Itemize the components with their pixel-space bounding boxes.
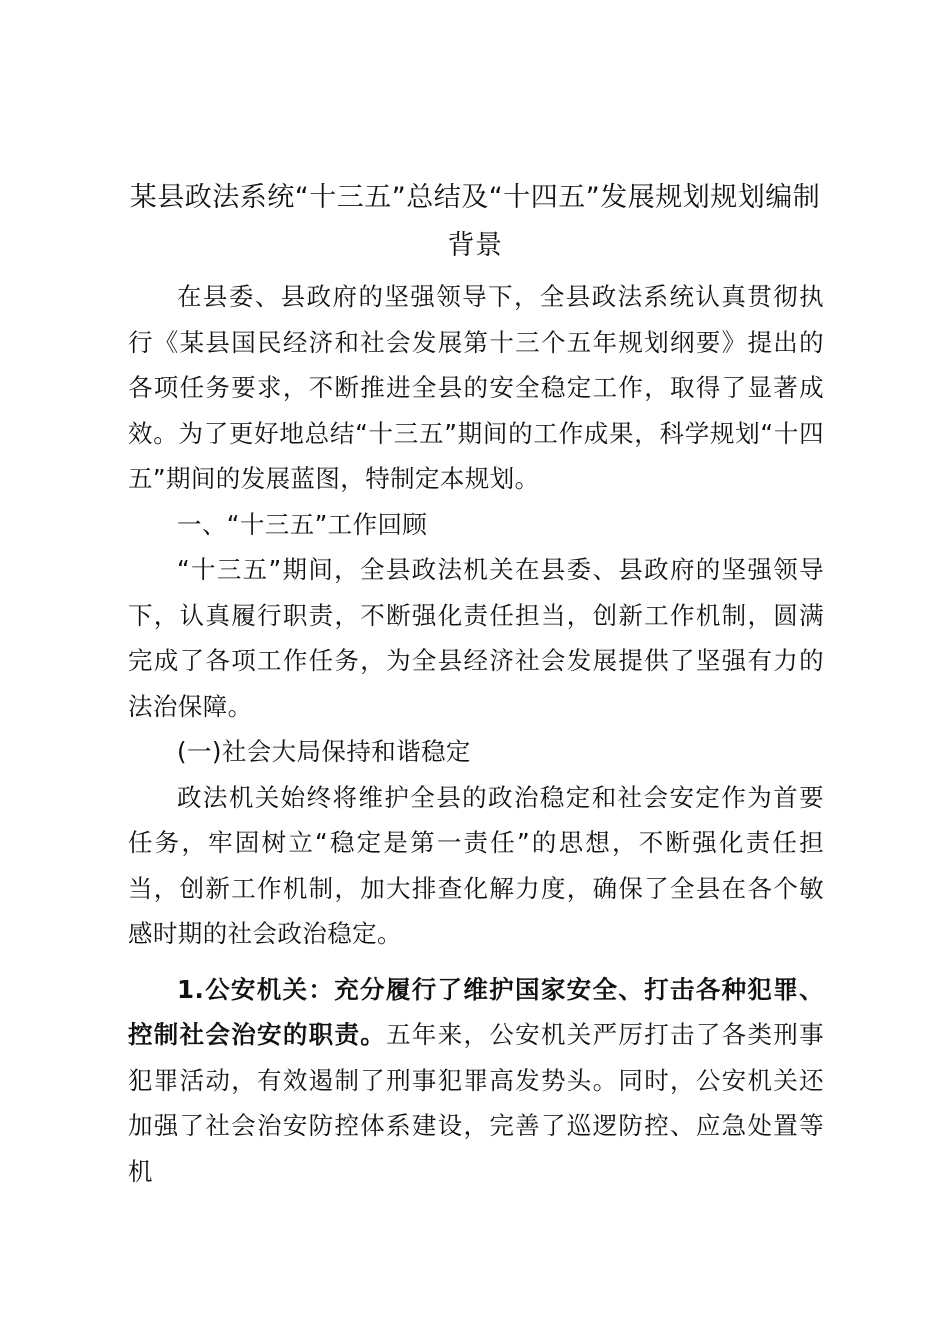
police-body-text: 五年来，公安机关严厉打击了各类刑事犯罪活动，有效遏制了刑事犯罪高发势头。同时，公安机关还加强了社会治安防控体系建设，完善了巡逻防控、应急处置等机	[128, 1020, 824, 1186]
section-heading-review: 一、“十三五”工作回顾	[177, 509, 428, 539]
document-title: 某县政法系统“十三五”总结及“十四五”发展规划规划编制背景	[129, 182, 821, 261]
police-paragraph	[128, 967, 824, 1195]
police-lead-text: 1.公安机关：充分履行了维护国家安全、打击各种犯罪、控制社会治安的职责。	[128, 974, 824, 1049]
review-paragraph: “十三五”期间，全县政法机关在县委、县政府的坚强领导下，认真履行职责，不断强化责任担当，创新工作机制，圆满完成了各项工作任务，为全县经济社会发展提供了坚强有力的法治保障。	[128, 555, 824, 721]
document-body	[128, 274, 824, 1194]
stability-paragraph: 政法机关始终将维护全县的政治稳定和社会安定作为首要任务，牢固树立“稳定是第一责任”的思想，不断强化责任担当，创新工作机制，加大排查化解力度，确保了全县在各个敏感时期的社会政治稳定。	[128, 782, 824, 948]
intro-paragraph: 在县委、县政府的坚强领导下，全县政法系统认真贯彻执行《某县国民经济和社会发展第十三个五年规划纲要》提出的各项任务要求，不断推进全县的安全稳定工作，取得了显著成效。为了更好地总结“十三五”期间的工作成果，科学规划“十四五”期间的发展蓝图，特制定本规划。	[128, 282, 824, 493]
subsection-heading-stability: (一)社会大局保持和谐稳定	[177, 737, 471, 766]
